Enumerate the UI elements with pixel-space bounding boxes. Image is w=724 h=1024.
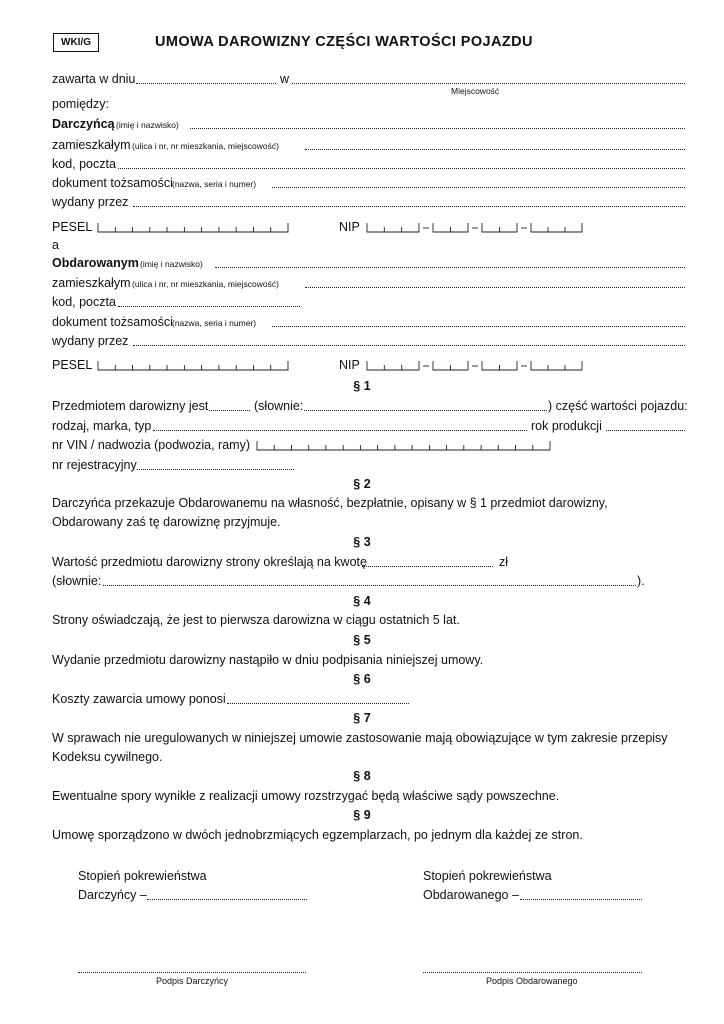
recipient-pesel-boxes[interactable] bbox=[98, 361, 290, 371]
vin-label: nr VIN / nadwozia (podwozia, ramy) bbox=[52, 438, 250, 452]
section-2-heading: § 2 bbox=[353, 477, 371, 491]
donor-address-field[interactable] bbox=[305, 149, 685, 150]
value-field[interactable] bbox=[362, 566, 493, 567]
currency-label: zł bbox=[499, 555, 509, 569]
recipient-postcode-label: kod, poczta bbox=[52, 295, 116, 309]
and-word: a bbox=[52, 238, 59, 252]
make-field[interactable] bbox=[153, 430, 527, 431]
donor-pesel-boxes[interactable] bbox=[98, 223, 290, 233]
subject-in-words-open: (słownie: bbox=[254, 399, 304, 413]
donor-signature-line[interactable] bbox=[78, 972, 306, 973]
section-5-heading: § 5 bbox=[353, 633, 371, 647]
subject-label: Przedmiotem darowizny jest bbox=[52, 399, 209, 413]
recipient-pesel-label: PESEL bbox=[52, 358, 93, 372]
value-in-words-close: ). bbox=[637, 574, 645, 588]
section-5-text: Wydanie przedmiotu darowizny nastąpiło w dniu podpisania niniejszej umowy. bbox=[52, 653, 484, 667]
recipient-id-hint: (nazwa, seria i numer) bbox=[172, 318, 257, 328]
donor-name-field[interactable] bbox=[190, 128, 685, 129]
section-2-line-2: Obdarowany zaś tę darowiznę przyjmuje. bbox=[52, 515, 281, 529]
donor-issued-field[interactable] bbox=[133, 206, 685, 207]
donor-id-label: dokument tożsamości bbox=[52, 176, 173, 190]
value-label: Wartość przedmiotu darowizny strony określają na kwotę bbox=[52, 555, 367, 569]
donor-role-label: Darczyńcą bbox=[52, 117, 115, 131]
donor-signature-caption: Podpis Darczyńcy bbox=[156, 976, 229, 986]
section-6-text: Koszty zawarcia umowy ponosi bbox=[52, 692, 226, 706]
section-8-text: Ewentualne spory wynikłe z realizacji umowy rozstrzygać będą właściwe sądy powszechne. bbox=[52, 789, 560, 803]
recipient-address-label: zamieszkałym bbox=[52, 276, 131, 290]
date-field[interactable] bbox=[136, 83, 276, 84]
section-4-heading: § 4 bbox=[353, 594, 371, 608]
recipient-address-field[interactable] bbox=[305, 287, 685, 288]
reg-label: nr rejestracyjny bbox=[52, 458, 137, 472]
recipient-role-label: Obdarowanym bbox=[52, 256, 139, 270]
section-1-heading: § 1 bbox=[353, 379, 371, 393]
recipient-kinship-title: Stopień pokrewieństwa bbox=[423, 869, 552, 883]
section-9-heading: § 9 bbox=[353, 808, 371, 822]
costs-bearer-field[interactable] bbox=[227, 703, 409, 704]
in-label: w bbox=[280, 72, 290, 86]
form-code: WKI/G bbox=[53, 33, 99, 52]
recipient-role-hint: (imię i nazwisko) bbox=[140, 259, 203, 269]
recipient-issued-label: wydany przez bbox=[52, 334, 129, 348]
donor-address-label: zamieszkałym bbox=[52, 138, 131, 152]
place-field[interactable] bbox=[292, 83, 685, 84]
recipient-signature-caption: Podpis Obdarowanego bbox=[486, 976, 578, 986]
value-in-words-open: (słownie: bbox=[52, 574, 102, 588]
donor-nip-label: NIP bbox=[339, 220, 360, 234]
section-4-text: Strony oświadczają, że jest to pierwsza darowizna w ciągu ostatnich 5 lat. bbox=[52, 613, 460, 627]
section-2-line-1: Darczyńca przekazuje Obdarowanemu na własność, bezpłatnie, opisany w § 1 przedmiot darowizny, bbox=[52, 496, 608, 510]
section-7-line-2: Kodeksu cywilnego. bbox=[52, 750, 163, 764]
year-label: rok produkcji bbox=[531, 419, 602, 433]
recipient-postcode-field[interactable] bbox=[118, 306, 300, 307]
recipient-issued-field[interactable] bbox=[133, 345, 685, 346]
section-7-heading: § 7 bbox=[353, 711, 371, 725]
part-of-vehicle-label: ) część wartości pojazdu: bbox=[548, 399, 688, 413]
donor-nip-boxes[interactable] bbox=[367, 223, 587, 233]
between-label: pomiędzy: bbox=[52, 97, 109, 111]
section-7-line-1: W sprawach nie uregulowanych w niniejszej umowie zastosowanie mają obowiązujące w tym zakresie przepisy bbox=[52, 731, 668, 745]
concluded-on-label: zawarta w dniu bbox=[52, 72, 136, 86]
section-3-heading: § 3 bbox=[353, 535, 371, 549]
donor-role-hint: (imię i nazwisko) bbox=[116, 120, 179, 130]
donor-id-field[interactable] bbox=[272, 187, 685, 188]
subject-in-words-field[interactable] bbox=[304, 410, 547, 411]
recipient-kinship-field[interactable] bbox=[520, 899, 642, 900]
value-in-words-field[interactable] bbox=[103, 585, 636, 586]
donor-kinship-title: Stopień pokrewieństwa bbox=[78, 869, 207, 883]
donor-id-hint: (nazwa, seria i numer) bbox=[172, 179, 257, 189]
section-8-heading: § 8 bbox=[353, 769, 371, 783]
section-9-text: Umowę sporządzono w dwóch jednobrzmiących egzemplarzach, po jednym dla każdej ze stron. bbox=[52, 828, 583, 842]
recipient-nip-boxes[interactable] bbox=[367, 361, 587, 371]
donor-kinship-field[interactable] bbox=[147, 899, 307, 900]
donor-pesel-label: PESEL bbox=[52, 220, 93, 234]
document-title: UMOWA DAROWIZNY CZĘŚCI WARTOŚCI POJAZDU bbox=[155, 34, 533, 50]
make-label: rodzaj, marka, typ bbox=[52, 419, 152, 433]
subject-field[interactable] bbox=[209, 410, 250, 411]
place-caption: Miejscowość bbox=[451, 86, 500, 96]
section-6-heading: § 6 bbox=[353, 672, 371, 686]
recipient-address-hint: (ulica i nr, nr mieszkania, miejscowość) bbox=[132, 279, 279, 289]
donor-issued-label: wydany przez bbox=[52, 195, 129, 209]
recipient-kinship-label: Obdarowanego – bbox=[423, 888, 519, 902]
donor-postcode-field[interactable] bbox=[118, 168, 685, 169]
donor-kinship-label: Darczyńcy – bbox=[78, 888, 147, 902]
recipient-nip-label: NIP bbox=[339, 358, 360, 372]
recipient-signature-line[interactable] bbox=[423, 972, 642, 973]
vin-boxes[interactable] bbox=[257, 441, 553, 451]
recipient-id-field[interactable] bbox=[272, 326, 685, 327]
year-field[interactable] bbox=[606, 430, 685, 431]
recipient-id-label: dokument tożsamości bbox=[52, 315, 173, 329]
reg-field[interactable] bbox=[137, 469, 294, 470]
recipient-name-field[interactable] bbox=[215, 267, 685, 268]
donor-address-hint: (ulica i nr, nr mieszkania, miejscowość) bbox=[132, 141, 279, 151]
donor-postcode-label: kod, poczta bbox=[52, 157, 116, 171]
